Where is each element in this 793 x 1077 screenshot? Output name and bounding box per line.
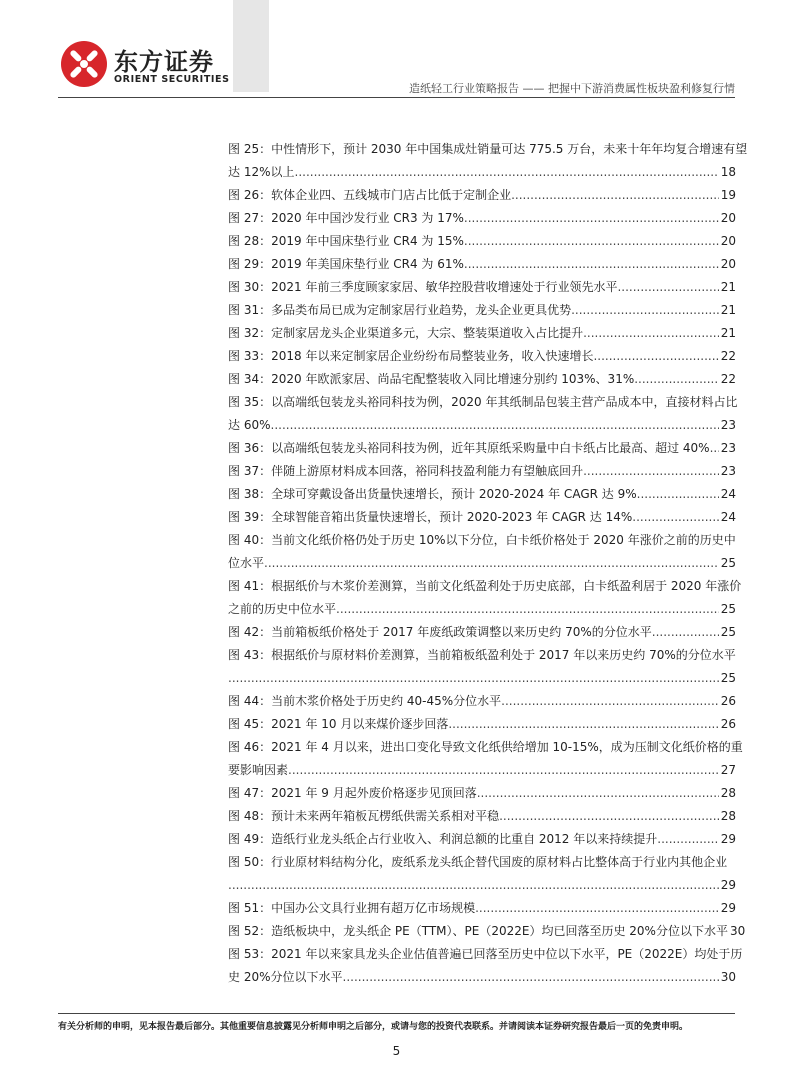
toc-entry-title: 图 52：造纸板块中，龙头纸企 PE（TTM）、PE（2022E）均已回落至历史 20%分位以下水平: [228, 924, 728, 938]
toc-page-number: 25: [720, 671, 736, 685]
toc-leader-dots: [343, 966, 719, 989]
toc-entry-title: 图 47：2021 年 9 月起外废价格逐步见顶回落: [228, 786, 477, 800]
toc-entry-title-continued: 达 12%以上: [228, 165, 295, 179]
toc-page-number: 20: [720, 234, 736, 248]
toc-entry-title: 图 29：2019 年美国床垫行业 CR4 为 61%: [228, 257, 464, 271]
toc-leader-dots: [583, 460, 719, 483]
toc-entry-title: 图 46：2021 年 4 月以来，进出口变化导致文化纸供给增加 10-15%，成为压制文化纸价格的重: [228, 740, 743, 754]
analyst-disclaimer: 有关分析师的申明，见本报告最后部分。其他重要信息披露见分析师申明之后部分，或请与您的投资代表联系。并请阅读本证券研究报告最后一页的免责申明。: [58, 1022, 689, 1032]
toc-page-number: 20: [720, 257, 736, 271]
toc-page-number: 25: [720, 556, 736, 570]
toc-entry-title: 图 41：根据纸价与木浆价差测算，当前文化纸盈利处于历史底部，白卡纸盈利居于 2020 年涨价: [228, 579, 742, 593]
toc-entry[interactable]: [228, 230, 736, 253]
toc-entry[interactable]: [228, 690, 736, 713]
toc-leader-dots: [464, 253, 719, 276]
toc-entry[interactable]: [228, 897, 736, 920]
toc-page-number: 21: [720, 326, 736, 340]
toc-page-number: 26: [720, 694, 736, 708]
toc-entry-title: 图 50：行业原材料结构分化，废纸系龙头纸企替代国废的原材料占比整体高于行业内其他企业: [228, 855, 728, 869]
toc-entry-line: [228, 552, 736, 575]
toc-entry[interactable]: [228, 782, 736, 805]
header-divider: [58, 97, 735, 98]
toc-page-number: 22: [720, 372, 736, 386]
toc-page-number: 27: [720, 763, 736, 777]
toc-entry-title: 图 43：根据纸价与原材料价差测算，当前箱板纸盈利处于 2017 年以来历史约 70%的分位水平: [228, 648, 736, 662]
toc-entry-title: 图 45：2021 年 10 月以来煤价逐步回落: [228, 717, 449, 731]
toc-entry-title-continued: 达 60%: [228, 418, 271, 432]
toc-page-number: 25: [720, 602, 736, 616]
toc-leader-dots: [336, 598, 719, 621]
toc-page-number: 18: [720, 165, 736, 179]
toc-entry[interactable]: [228, 460, 736, 483]
toc-entry[interactable]: [228, 805, 736, 828]
toc-entry-title: 图 37：伴随上游原材料成本回落，裕同科技盈利能力有望触底回升: [228, 464, 584, 478]
toc-entry-line: [228, 874, 736, 897]
toc-leader-dots: [271, 414, 719, 437]
toc-leader-dots: [571, 299, 719, 322]
toc-page-number: 29: [720, 901, 736, 915]
toc-page-number: 23: [720, 418, 736, 432]
toc-page-number: 21: [720, 303, 736, 317]
toc-entry-line: [228, 966, 736, 989]
toc-entry[interactable]: [228, 345, 736, 368]
toc-page-number: 25: [720, 625, 736, 639]
toc-page-number: 28: [720, 786, 736, 800]
toc-leader-dots: [511, 184, 719, 207]
toc-entry[interactable]: [228, 276, 736, 299]
toc-entry-title-continued: 史 20%分位以下水平: [228, 970, 343, 984]
toc-entry-title: 图 42：当前箱板纸价格处于 2017 年废纸政策调整以来历史约 70%的分位水平: [228, 625, 652, 639]
toc-entry[interactable]: [228, 391, 736, 437]
toc-leader-dots: [475, 897, 719, 920]
report-title: 造纸轻工行业策略报告 —— 把握中下游消费属性板块盈利修复行情: [409, 82, 735, 95]
toc-entry[interactable]: [228, 621, 736, 644]
toc-entry[interactable]: [228, 713, 736, 736]
toc-entry-line: [228, 598, 736, 621]
toc-page-number: 28: [720, 809, 736, 823]
toc-leader-dots: [264, 552, 719, 575]
toc-page-number: 29: [720, 878, 736, 892]
toc-entry-title-continued: 之前的历史中位水平: [228, 602, 337, 616]
toc-entry-line: [228, 667, 736, 690]
toc-leader-dots: [295, 161, 719, 184]
toc-leader-dots: [464, 230, 719, 253]
toc-entry[interactable]: [228, 736, 743, 782]
toc-entry-title-continued: 要影响因素: [228, 763, 289, 777]
toc-entry-title: 图 34：2020 年欧派家居、尚品宅配整装收入同比增速分别约 103%、31%: [228, 372, 635, 386]
toc-entry[interactable]: [228, 483, 736, 506]
toc-leader-dots: [637, 483, 719, 506]
toc-entry[interactable]: [228, 184, 736, 207]
toc-entry[interactable]: [228, 851, 736, 897]
toc-entry[interactable]: [228, 437, 736, 460]
toc-leader-dots: [634, 368, 718, 391]
toc-entry-title: 图 25：中性情形下，预计 2030 年中国集成灶销量可达 775.5 万台，未来十年年均复合增速有望: [228, 142, 748, 156]
toc-entry-title: 图 26：软体企业四、五线城市门店占比低于定制企业: [228, 188, 512, 202]
toc-leader-dots: [652, 621, 719, 644]
toc-leader-dots: [657, 828, 718, 851]
toc-page-number: 24: [720, 487, 736, 501]
toc-entry[interactable]: [228, 207, 736, 230]
toc-leader-dots: [617, 276, 718, 299]
toc-entry[interactable]: [228, 506, 736, 529]
toc-entry-title: 图 38：全球可穿戴设备出货量快速增长，预计 2020-2024 年 CAGR 达 9%: [228, 487, 637, 501]
toc-entry-title: 图 35：以高端纸包装龙头裕同科技为例，2020 年其纸制品包装主营产品成本中，直接材料占比: [228, 395, 738, 409]
toc-entry-title: 图 31：多品类布局已成为定制家居行业趋势，龙头企业更具优势: [228, 303, 572, 317]
toc-entry-title: 图 40：当前文化纸价格仍处于历史 10%以下分位，白卡纸价格处于 2020 年涨价之前的历史中: [228, 533, 736, 547]
toc-leader-dots: [499, 805, 719, 828]
page-number: 5: [392, 1044, 401, 1058]
toc-entry[interactable]: [228, 828, 736, 851]
toc-entry-title: 图 44：当前木浆价格处于历史约 40-45%分位水平: [228, 694, 502, 708]
toc-entry-title: 图 33：2018 年以来定制家居企业纷纷布局整装业务，收入快速增长: [228, 349, 594, 363]
toc-leader-dots: [228, 874, 719, 897]
table-of-figures: [228, 138, 748, 989]
toc-entry-title: 图 30：2021 年前三季度顾家家居、敏华控股营收增速处于行业领先水平: [228, 280, 618, 294]
toc-page-number: 24: [720, 510, 736, 524]
toc-page-number: 23: [720, 441, 736, 455]
toc-leader-dots: [464, 207, 719, 230]
toc-entry-line: [228, 161, 736, 184]
toc-leader-dots: [593, 345, 718, 368]
toc-page-number: 30: [720, 970, 736, 984]
toc-entry-title: 图 48：预计未来两年箱板瓦楞纸供需关系相对平稳: [228, 809, 500, 823]
toc-entry[interactable]: [228, 529, 736, 575]
toc-entry[interactable]: [228, 299, 736, 322]
orient-securities-logo-icon: [60, 40, 108, 88]
header-grey-bar: [233, 0, 269, 92]
toc-entry[interactable]: [228, 920, 746, 943]
toc-entry[interactable]: [228, 575, 742, 621]
toc-page-number: 23: [720, 464, 736, 478]
toc-leader-dots: [477, 782, 719, 805]
toc-page-number: 26: [720, 717, 736, 731]
brand-name-cn: 东方证券: [114, 48, 214, 76]
footer-divider: [58, 1013, 735, 1014]
toc-page-number: 29: [720, 832, 736, 846]
toc-entry-title: 图 27：2020 年中国沙发行业 CR3 为 17%: [228, 211, 464, 225]
toc-entry-title: 图 49：造纸行业龙头纸企占行业收入、利润总额的比重自 2012 年以来持续提升: [228, 832, 658, 846]
toc-entry-line: [228, 414, 736, 437]
toc-entry-title: 图 36：以高端纸包装龙头裕同科技为例，近年其原纸采购量中白卡纸占比最高、超过 40%: [228, 441, 710, 455]
toc-leader-dots: [501, 690, 719, 713]
toc-entry[interactable]: [228, 368, 736, 391]
toc-page-number: 30: [729, 924, 746, 938]
toc-page-number: 21: [720, 280, 736, 294]
toc-entry-title: 图 28：2019 年中国床垫行业 CR4 为 15%: [228, 234, 464, 248]
toc-leader-dots: [583, 322, 719, 345]
toc-entry-title: 图 51：中国办公文具行业拥有超万亿市场规模: [228, 901, 476, 915]
toc-page-number: 20: [720, 211, 736, 225]
toc-entry-title: 图 32：定制家居龙头企业渠道多元，大宗、整装渠道收入占比提升: [228, 326, 584, 340]
toc-entry-title-continued: 位水平: [228, 556, 265, 570]
toc-entry[interactable]: [228, 253, 736, 276]
toc-entry[interactable]: [228, 138, 748, 184]
toc-leader-dots: [448, 713, 718, 736]
toc-page-number: 22: [720, 349, 736, 363]
toc-leader-dots: [228, 667, 719, 690]
toc-leader-dots: [288, 759, 719, 782]
toc-entry-title: 图 53：2021 年以来家具龙头企业估值普遍已回落至历史中位以下水平，PE（2022E）均处于历: [228, 947, 743, 961]
toc-page-number: 19: [720, 188, 736, 202]
toc-entry-title: 图 39：全球智能音箱出货量快速增长，预计 2020-2023 年 CAGR 达 14%: [228, 510, 633, 524]
brand-name-en: ORIENT SECURITIES: [114, 74, 230, 85]
toc-entry-line: [228, 759, 736, 782]
toc-entry[interactable]: [228, 644, 736, 690]
toc-leader-dots: [632, 506, 718, 529]
toc-leader-dots: [710, 437, 719, 460]
toc-entry[interactable]: [228, 322, 736, 345]
toc-entry[interactable]: [228, 943, 743, 989]
